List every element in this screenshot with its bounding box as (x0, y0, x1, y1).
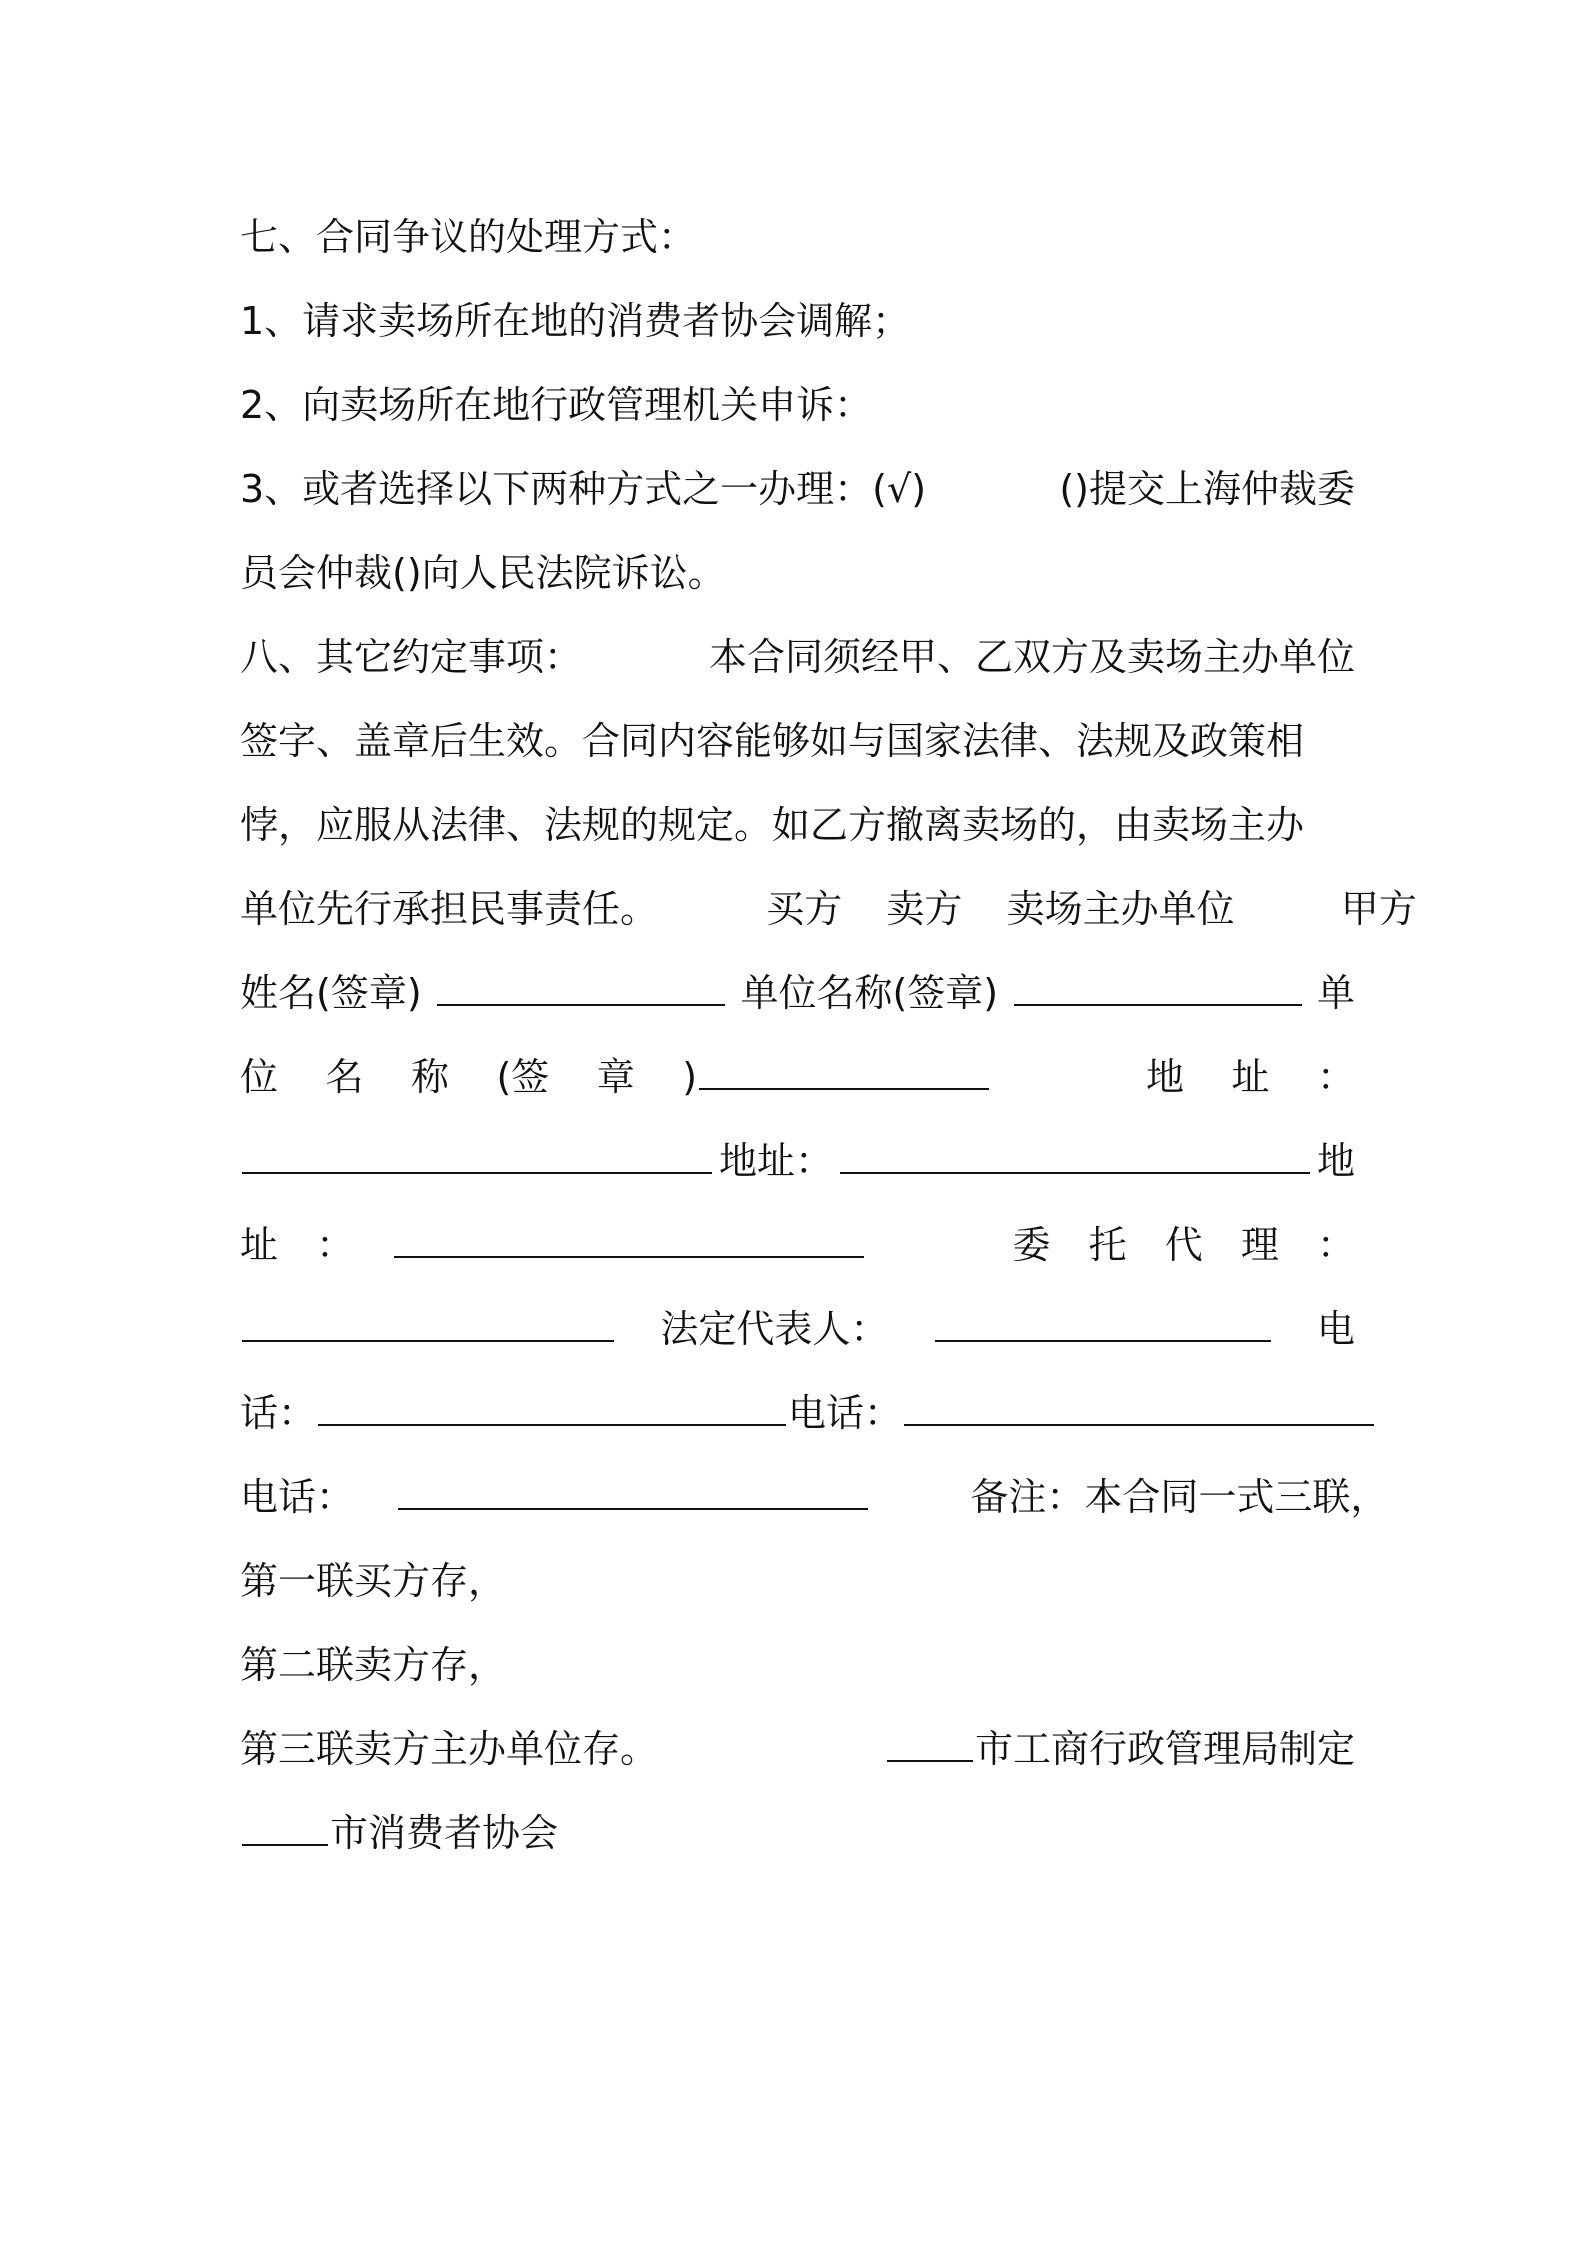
section7-item3 (240, 447, 1355, 531)
agent-char: 委 (1012, 1223, 1051, 1267)
remarks-line-association (240, 1791, 1355, 1875)
address-start-char: 地 (1316, 1139, 1355, 1183)
unit-char: (签 (496, 1055, 550, 1099)
address-blank-3[interactable] (394, 1226, 864, 1258)
section8-heading: 八、其它约定事项： (240, 635, 583, 679)
agent-char: ： (1316, 1223, 1355, 1267)
agent-char: 托 (1088, 1223, 1127, 1267)
section7-item3-c: 员会仲裁()向人民法院诉讼。 (240, 551, 726, 595)
remarks-note: 备注：本合同一式三联， (970, 1475, 1389, 1519)
address-end-char: ： (316, 1223, 355, 1267)
address-char: ： (1316, 1055, 1355, 1099)
signature-line-unit (240, 1035, 1355, 1119)
remarks-copy2: 第二联卖方存， (240, 1643, 507, 1687)
unit-char: 位 (240, 1055, 279, 1099)
unit-char: 名 (325, 1055, 364, 1099)
unit-name-blank[interactable] (699, 1058, 989, 1090)
section7-heading: 七、合同争议的处理方式： (240, 215, 697, 259)
signature-line-address (240, 1119, 1355, 1203)
unit-char: ) (682, 1055, 698, 1099)
address-blank-1[interactable] (242, 1142, 712, 1174)
phone-end-label: 话： (240, 1391, 317, 1435)
name-seal-label: 姓名(签章) (240, 971, 422, 1015)
phone-start-char: 电 (1316, 1307, 1355, 1351)
section8-text-a: 本合同须经甲、乙双方及卖场主办单位 (708, 635, 1355, 679)
section8-line3: 悖，应服从法律、法规的规定。如乙方撤离卖场的，由卖场主办 (240, 803, 1305, 847)
section7-item3-b: ()提交上海仲裁委 (1059, 467, 1355, 511)
address-blank-2[interactable] (840, 1142, 1310, 1174)
phone-blank-2[interactable] (904, 1394, 1374, 1426)
unit-name-seal-label: 单位名称(签章) (740, 971, 999, 1015)
buyer-label: 买方 (766, 887, 843, 931)
section7-item1: 1、请求卖场所在地的消费者协会调解； (240, 299, 911, 343)
signature-line-names (240, 951, 1355, 1035)
section8-line1 (240, 615, 1355, 699)
phone-colon-label: 电话： (240, 1475, 355, 1519)
section7-item2: 2、向卖场所在地行政管理机关申诉： (240, 383, 873, 427)
agent-char: 理 (1240, 1223, 1279, 1267)
remarks-copy1: 第一联买方存， (240, 1559, 507, 1603)
seller-label: 卖方 (886, 887, 963, 931)
legal-rep-blank[interactable] (935, 1310, 1271, 1342)
signature-line-phone (240, 1371, 1355, 1455)
section8-line2: 签字、盖章后生效。合同内容能够如与国家法律、法规及政策相 (240, 719, 1305, 763)
unit-name-seal-blank[interactable] (1014, 974, 1302, 1006)
section7-item3-a: 3、或者选择以下两种方式之一办理：(√) (240, 467, 927, 511)
legal-rep-label: 法定代表人： (660, 1307, 889, 1351)
party-a-label: 甲方 (1340, 887, 1417, 931)
phone-blank-1[interactable] (318, 1394, 786, 1426)
association-city-blank[interactable] (242, 1814, 328, 1846)
section8-text-d: 单位先行承担民事责任。 (240, 887, 659, 931)
section8-line4 (240, 867, 1417, 951)
agent-char: 代 (1164, 1223, 1203, 1267)
address-label: 地址： (718, 1139, 833, 1183)
organizer-label: 卖场主办单位 (1006, 887, 1235, 931)
name-seal-blank[interactable] (437, 974, 725, 1006)
remarks-line-copy3 (240, 1707, 1355, 1791)
signature-line-phone-note (240, 1455, 1389, 1539)
remarks-association: 市消费者协会 (330, 1811, 559, 1855)
bureau-city-blank[interactable] (887, 1730, 973, 1762)
phone-blank-3[interactable] (398, 1478, 868, 1510)
signature-line-agent (240, 1203, 1355, 1287)
signature-line-legal-rep (240, 1287, 1355, 1371)
unit-char: 章 (596, 1055, 635, 1099)
unit-start-char: 单 (1316, 971, 1355, 1015)
address-char: 地 (1146, 1055, 1185, 1099)
remarks-copy3: 第三联卖方主办单位存。 (240, 1727, 659, 1771)
remarks-bureau: 市工商行政管理局制定 (974, 1727, 1355, 1771)
phone-label: 电话： (788, 1391, 903, 1435)
unit-char: 称 (410, 1055, 449, 1099)
address-char: 址 (1231, 1055, 1270, 1099)
address-end-char: 址 (240, 1223, 279, 1267)
document-body (240, 195, 1417, 1875)
agent-blank[interactable] (242, 1310, 614, 1342)
